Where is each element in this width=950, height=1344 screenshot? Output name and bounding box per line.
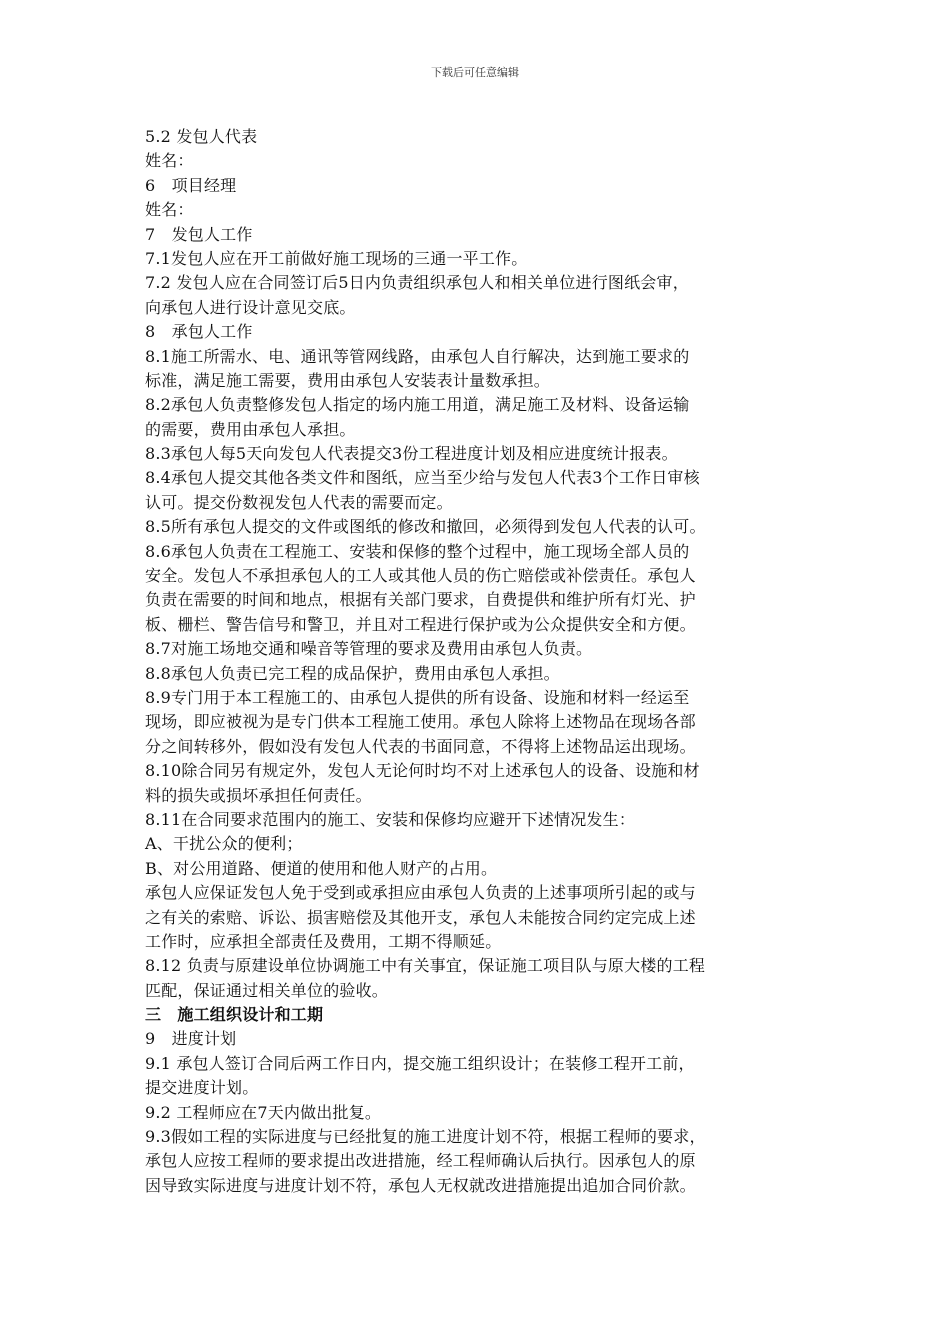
text-line: 认可。提交份数视发包人代表的需要而定。 (145, 492, 453, 512)
text-line: 9.1 承包人签订合同后两工作日内，提交施工组织设计；在装修工程开工前， (145, 1053, 695, 1073)
text-line: 8.6承包人负责在工程施工、安装和保修的整个过程中，施工现场全部人员的 (145, 541, 690, 561)
text-line: 8.5所有承包人提交的文件或图纸的修改和撤回，必须得到发包人代表的认可。 (145, 517, 706, 537)
section-heading: 三 施工组织设计和工期 (145, 1005, 324, 1025)
text-line: 向承包人进行设计意见交底。 (145, 297, 356, 317)
text-line: 7.2 发包人应在合同签订后5日内负责组织承包人和相关单位进行图纸会审， (145, 273, 689, 293)
text-line: 9 进度计划 (145, 1029, 237, 1049)
text-line: 8.4承包人提交其他各类文件和图纸，应当至少给与发包人代表3个工作日审核 (145, 468, 700, 488)
text-line: 承包人应按工程师的要求提出改进措施，经工程师确认后执行。因承包人的原 (145, 1151, 696, 1171)
text-line: 8.10除合同另有规定外，发包人无论何时均不对上述承包人的设备、设施和材 (145, 761, 700, 781)
text-line: 7 发包人工作 (145, 224, 253, 244)
text-line: 姓名： (145, 200, 194, 220)
text-line: 提交进度计划。 (145, 1078, 259, 1098)
text-line: 5.2 发包人代表 (145, 127, 258, 146)
text-line: 8.9专门用于本工程施工的、由承包人提供的所有设备、设施和材料一经运至 (145, 687, 690, 707)
text-line: 分之间转移外，假如没有发包人代表的书面同意，不得将上述物品运出现场。 (145, 736, 696, 756)
text-line: 8.3承包人每5天向发包人代表提交3份工程进度计划及相应进度统计报表。 (145, 444, 678, 464)
document-body (145, 125, 813, 1198)
text-line: 8.1施工所需水、电、通讯等管网线路，由承包人自行解决，达到施工要求的 (145, 346, 690, 366)
text-line: 8.2承包人负责整修发包人指定的场内施工用道，满足施工及材料、设备运输 (145, 395, 690, 415)
page-header: 下载后可任意编辑 (431, 66, 519, 79)
text-line: 之有关的索赔、诉讼、损害赔偿及其他开支，承包人未能按合同约定完成上述 (145, 907, 696, 927)
text-line: 安全。发包人不承担承包人的工人或其他人员的伤亡赔偿或补偿责任。承包人 (145, 566, 696, 586)
text-line: 姓名： (145, 151, 194, 171)
text-line: 9.3假如工程的实际进度与已经批复的施工进度计划不符，根据工程师的要求， (145, 1127, 706, 1147)
text-line: 9.2 工程师应在7天内做出批复。 (145, 1102, 382, 1122)
text-line: 负责在需要的时间和地点，根据有关部门要求，自费提供和维护所有灯光、护 (145, 590, 696, 610)
text-line: 的需要，费用由承包人承担。 (145, 419, 356, 439)
text-line: 7.1发包人应在开工前做好施工现场的三通一平工作。 (145, 248, 528, 268)
text-line: 8.7对施工场地交通和噪音等管理的要求及费用由承包人负责。 (145, 639, 593, 659)
text-line: 现场，即应被视为是专门供本工程施工使用。承包人除将上述物品在现场各部 (145, 712, 696, 732)
text-line: B、对公用道路、便道的使用和他人财产的占用。 (145, 858, 498, 878)
text-line: 8.12 负责与原建设单位协调施工中有关事宜，保证施工项目队与原大楼的工程 (145, 956, 706, 976)
text-line: 因导致实际进度与进度计划不符，承包人无权就改进措施提出追加合同价款。 (145, 1175, 696, 1195)
text-line: 标准，满足施工需要，费用由承包人安装表计量数承担。 (145, 370, 551, 390)
text-line: 料的损失或损坏承担任何责任。 (145, 785, 372, 805)
text-line: 8.11在合同要求范围内的施工、安装和保修均应避开下述情况发生： (145, 809, 636, 829)
text-line: 承包人应保证发包人免于受到或承担应由承包人负责的上述事项所引起的或与 (145, 883, 696, 903)
text-line: 8.8承包人负责已完工程的成品保护，费用由承包人承担。 (145, 663, 560, 683)
text-line: A、干扰公众的便利； (145, 834, 303, 854)
text-line: 匹配，保证通过相关单位的验收。 (145, 980, 389, 1000)
text-line: 工作时，应承担全部责任及费用，工期不得顺延。 (145, 931, 502, 951)
text-line: 板、栅栏、警告信号和警卫，并且对工程进行保护或为公众提供安全和方便。 (145, 614, 696, 634)
text-line: 6 项目经理 (145, 175, 237, 195)
text-line: 8 承包人工作 (145, 322, 253, 342)
